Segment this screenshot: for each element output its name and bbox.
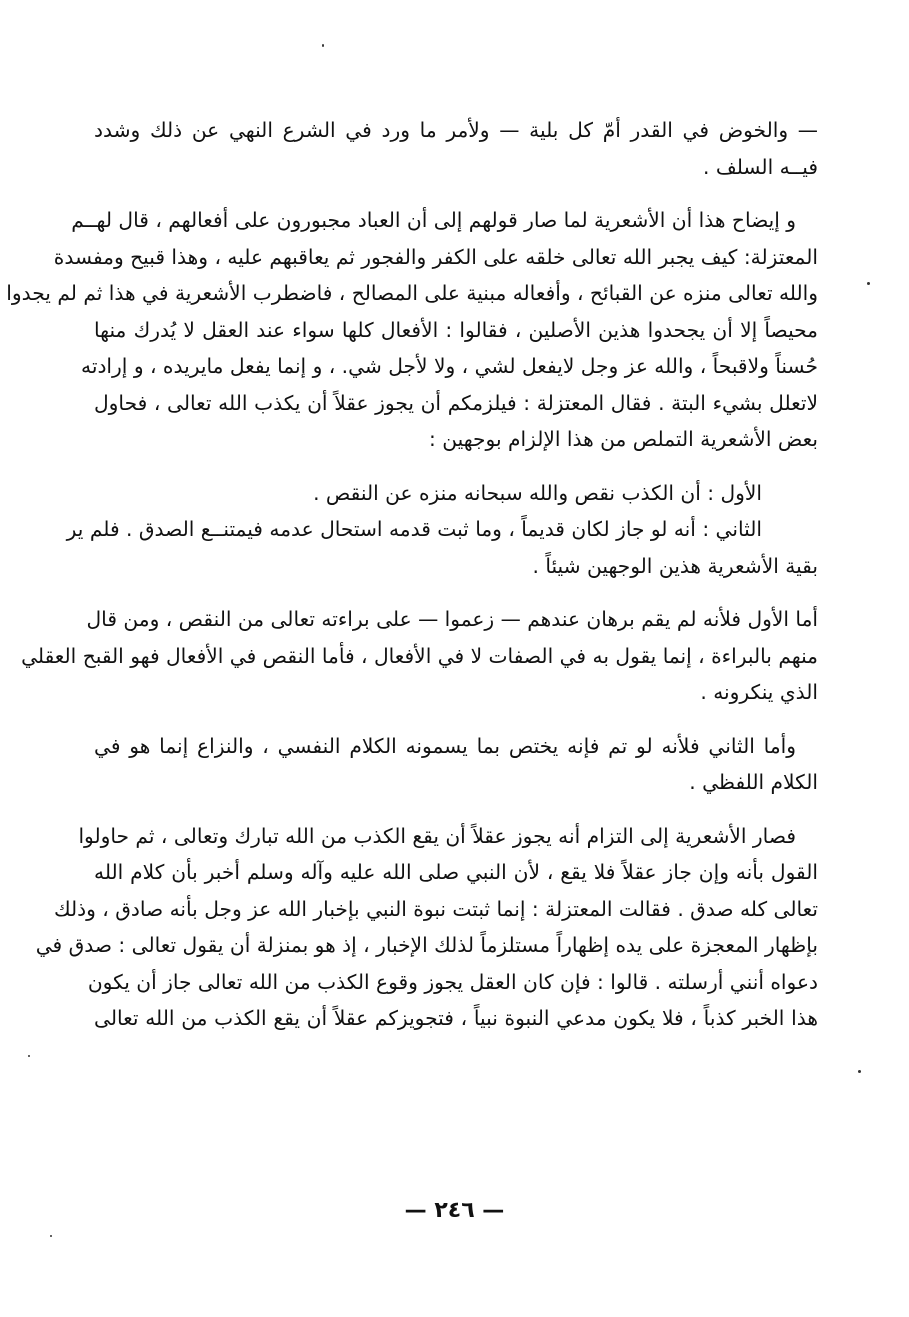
speck <box>50 1235 52 1237</box>
text-line: محيصاً إلا أن يجحدوا هذين الأصلين ، فقالوا : الأفعال كلها سواء عند العقل لا يُدرك منها <box>94 317 818 342</box>
page-body <box>6 112 818 1054</box>
text-line: الثاني : أنه لو جاز لكان قديماً ، وما ثبت قدمه استحال عدمه فيمتنــع الصدق . فلم ير <box>66 517 762 541</box>
text-line: — والخوض في القدر أمّ كل بلية — ولأمر ما ورد في الشرع النهي عن ذلك وشدد <box>94 118 818 142</box>
paragraph <box>66 511 818 584</box>
text-line: دعواه أنني أرسلته . قالوا : فإن كان العقل يجوز وقوع الكذب من الله تعالى جاز أن يكون <box>87 969 818 994</box>
text-line: المعتزلة: كيف يجبر الله تعالى خلقه على الكفر والفجور ثم يعاقبهم عليه ، وهذا قبيح ومفسدة <box>53 244 818 269</box>
text-line: الذي ينكرونه . <box>700 680 818 704</box>
text-line: حُسناً ولاقبحاً ، والله عز وجل لايفعل لشي ، ولا لأجل شي. ، و إنما يفعل مايريده ، و إرادته <box>81 354 818 378</box>
text-line: بقية الأشعرية هذين الوجهين شيئاً . <box>532 553 818 578</box>
speck <box>858 1070 861 1073</box>
text-line: لاتعلل بشيء البتة . فقال المعتزلة : فيلزمكم أن يجوز عقلاً أن يكذب الله تعالى ، فحاول <box>94 390 818 415</box>
text-line: وأما الثاني فلأنه لو تم فإنه يختص بما يسمونه الكلام النفسي ، والنزاع إنما هو في <box>94 733 796 758</box>
text-line: والله تعالى منزه عن القبائح ، وأفعاله مبنية على المصالح ، فاضطرب الأشعرية في هذا ثم لم يجدوا <box>6 281 818 305</box>
text-line: تعالى كله صدق . فقالت المعتزلة : إنما ثبتت نبوة النبي بإخبار الله عز وجل بأنه صادق ، وذلك <box>53 896 818 921</box>
paragraph <box>21 601 818 711</box>
paragraph <box>94 728 818 801</box>
text-line: القول بأنه وإن جاز عقلاً فلا يقع ، لأن النبي صلى الله عليه وآله وسلم أخبر بأن كلام الله <box>94 860 818 884</box>
paragraph <box>35 818 818 1037</box>
speck <box>867 282 870 285</box>
text-line: هذا الخبر كذباً ، فلا يكون مدعي النبوة نبياً ، فتجويزكم عقلاً أن يقع الكذب من الله تعالى <box>94 1006 818 1030</box>
speck <box>322 44 324 47</box>
text-line: و إيضاح هذا أن الأشعرية لما صار قولهم إلى أن العباد مجبورون على أفعالهم ، قال لهــم <box>71 208 796 232</box>
text-line: الأول : أن الكذب نقص والله سبحانه منزه عن النقص . <box>313 480 762 505</box>
text-line: أما الأول فلأنه لم يقم برهان عندهم — زعموا — على براءته تعالى من النقص ، ومن قال <box>86 607 818 631</box>
paragraph <box>6 202 818 458</box>
text-line: بعض الأشعرية التملص من هذا الإلزام بوجهين : <box>429 427 818 451</box>
page-number: — ٢٤٦ — <box>404 1198 505 1223</box>
speck <box>28 1055 30 1057</box>
text-line: فصار الأشعرية إلى التزام أنه يجوز عقلاً أن يقع الكذب من الله تبارك وتعالى ، ثم حاولوا <box>78 823 796 848</box>
paragraph <box>94 475 818 512</box>
text-line: بإظهار المعجزة على يده إظهاراً مستلزماً لذلك الإخبار ، إذ هو بمنزلة أن يقول تعالى : صدق في <box>35 933 818 957</box>
text-line: فيــه السلف . <box>703 154 818 179</box>
text-line: منهم بالبراءة ، إنما يقول به في الصفات لا في الأفعال ، فأما النقص في الأفعال فهو القبح العقلي <box>21 643 818 668</box>
paragraph <box>94 112 818 185</box>
text-line: الكلام اللفظي . <box>689 770 818 794</box>
